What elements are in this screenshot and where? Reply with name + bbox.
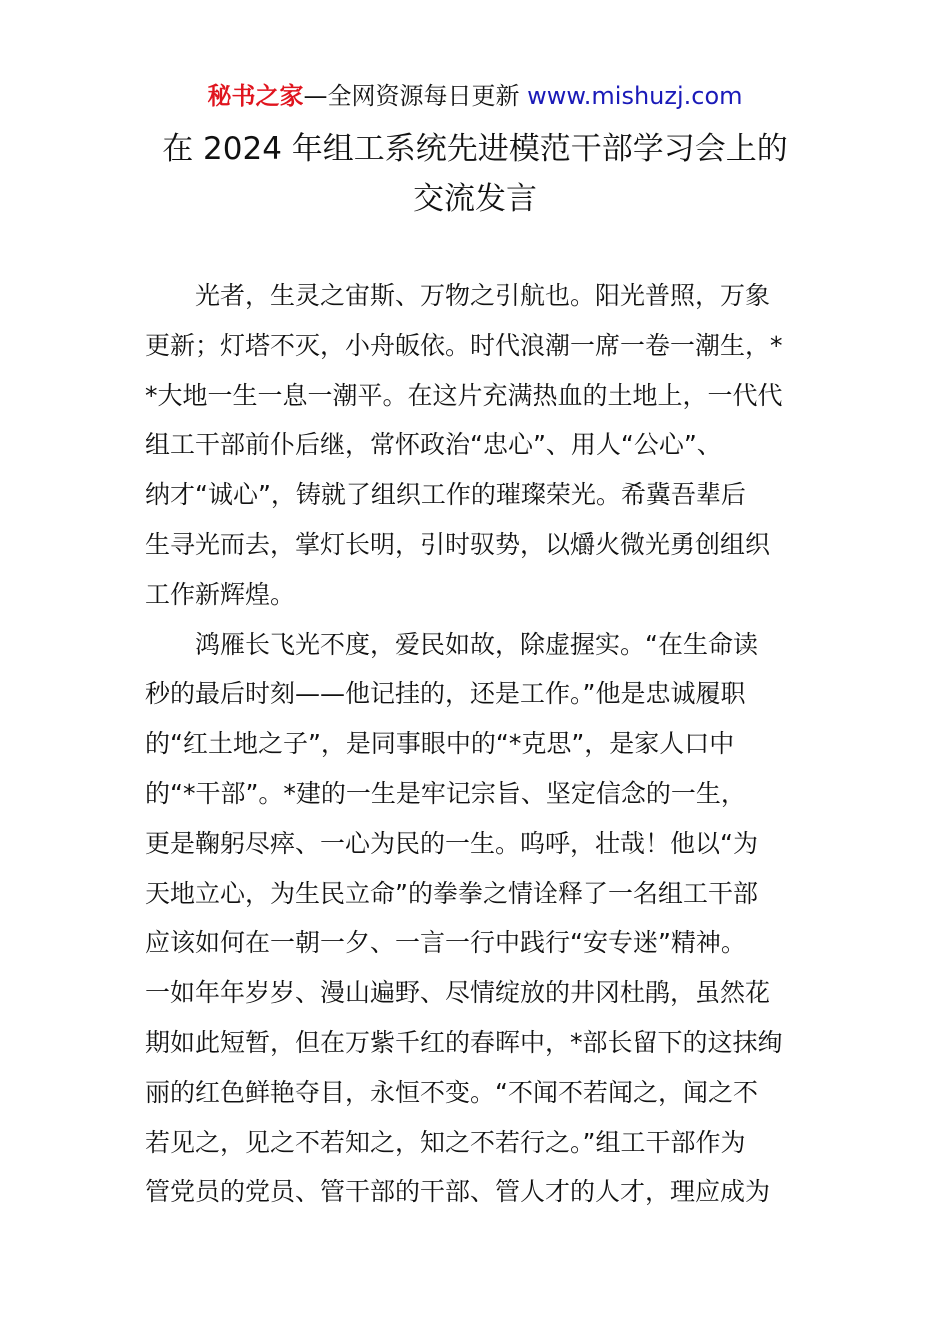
text-line: 应该如何在一朝一夕、一言一行中践行“安专迷”精神。	[145, 928, 746, 958]
text-line: 天地立心，为生民立命”的拳拳之情诠释了一名组工干部	[145, 878, 758, 908]
site-header	[0, 80, 950, 112]
title-line: 在 2024 年组工系统先进模范干部学习会上的	[162, 131, 788, 167]
text-line: 生寻光而去，掌灯长明，引时驭势，以爝火微光勇创组织	[145, 529, 771, 559]
paragraph	[145, 620, 807, 1218]
paragraph	[145, 271, 807, 620]
text-line: 光者，生灵之宙斯、万物之引航也。阳光普照，万象	[195, 281, 771, 310]
text-line: 更是鞠躬尽瘁、一心为民的一生。呜呼，壮哉！他以“为	[145, 828, 758, 858]
text-line: 丽的红色鲜艳夺目，永恒不变。“不闻不若闻之，闻之不	[145, 1077, 758, 1107]
text-line: 鸿雁长飞光不度，爱民如故，除虚握实。“在生命读	[195, 629, 758, 659]
text-line: 一如年年岁岁、漫山遍野、尽情绽放的井冈杜鹃，虽然花	[145, 978, 771, 1008]
text-line: *大地一生一息一潮平。在这片充满热血的土地上，一代代	[145, 380, 783, 410]
text-line: 若见之，见之不若知之，知之不若行之。”组工干部作为	[145, 1127, 746, 1157]
text-line: 的“红土地之子”，是同事眼中的“*克思”，是家人口中	[145, 729, 735, 759]
title-line: 交流发言	[413, 181, 537, 217]
text-line: 秒的最后时刻——他记挂的，还是工作。”他是忠诚履职	[145, 679, 746, 709]
site-brand: 秘书之家	[207, 82, 304, 110]
site-url-link[interactable]: www.mishuzj.com	[527, 82, 743, 110]
document-body	[145, 271, 807, 1217]
text-line: 组工干部前仆后继，常怀政治“忠心”、用人“公心”、	[145, 430, 722, 460]
text-line: 更新；灯塔不灭，小舟皈依。时代浪潮一席一卷一潮生，*	[145, 330, 783, 360]
text-line: 管党员的党员、管干部的干部、管人才的人才，理应成为	[145, 1177, 771, 1207]
document-title	[0, 124, 950, 224]
text-line: 的“*干部”。*建的一生是牢记宗旨、坚定信念的一生，	[145, 778, 746, 808]
site-tagline: —全网资源每日更新	[303, 82, 520, 110]
text-line: 工作新辉煌。	[145, 579, 296, 609]
text-line: 期如此短暂，但在万紫千红的春晖中，*部长留下的这抹绚	[145, 1027, 783, 1057]
text-line: 纳才“诚心”，铸就了组织工作的璀璨荣光。希冀吾辈后	[145, 480, 746, 510]
